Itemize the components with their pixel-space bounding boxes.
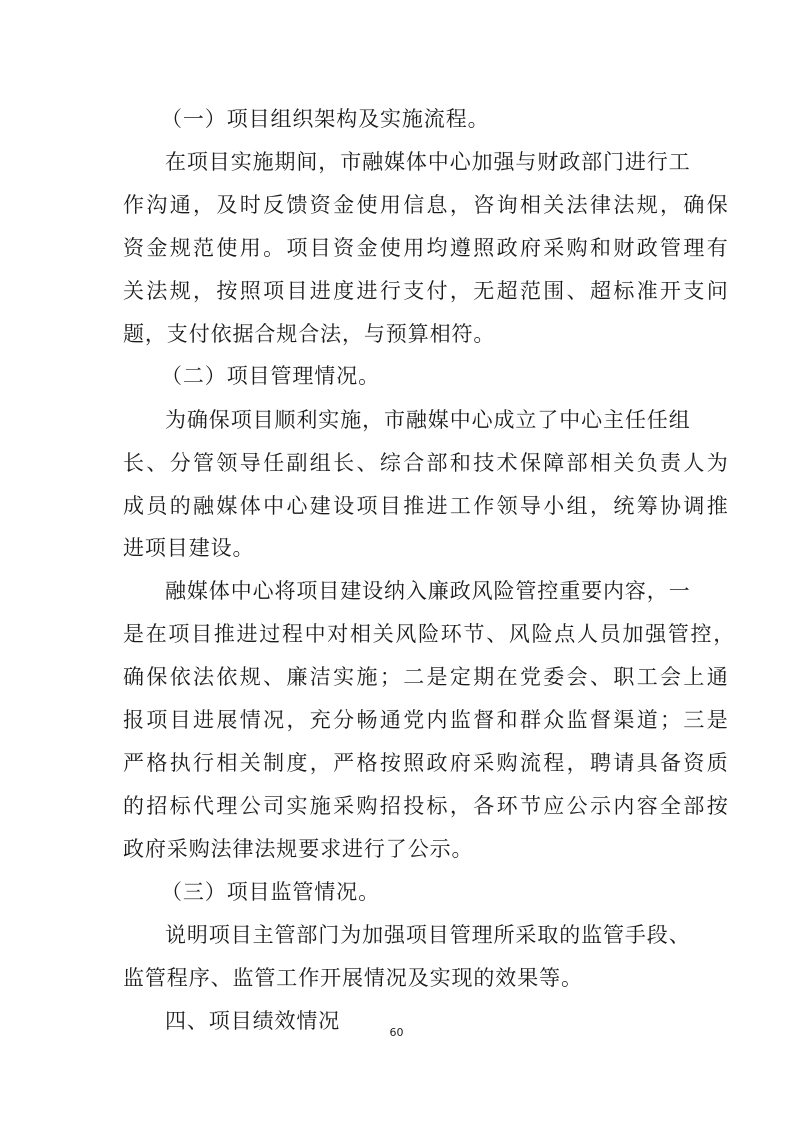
paragraph-line: 题，支付依据合规合法，与预算相符。 — [123, 322, 496, 346]
paragraph-line: 报项目进展情况，充分畅通党内监督和群众监督渠道；三是 — [123, 708, 731, 732]
paragraph-line: 是在项目推进过程中对相关风险环节、风险点人员加强管控， — [123, 622, 736, 646]
section-heading-1: （一）项目组织架构及实施流程。 — [161, 107, 490, 131]
paragraph-line: 融媒体中心将项目建设纳入廉政风险管控重要内容，一 — [165, 579, 691, 603]
paragraph-line: 监管程序、监管工作开展情况及实现的效果等。 — [123, 966, 583, 990]
paragraph-line: 的招标代理公司实施采购招投标，各环节应公示内容全部按 — [123, 794, 731, 818]
paragraph-line: 说明项目主管部门为加强项目管理所采取的监管手段、 — [165, 923, 691, 947]
paragraph-line: 长、分管领导任副组长、综合部和技术保障部相关负责人为 — [123, 451, 731, 475]
section-heading-4: 四、项目绩效情况 — [165, 1009, 341, 1033]
section-heading-3: （三）项目监管情况。 — [161, 880, 380, 904]
section-heading-2: （二）项目管理情况。 — [161, 364, 380, 388]
page-number: 60 — [389, 1026, 404, 1039]
paragraph-line: 在项目实施期间，市融媒体中心加强与财政部门进行工 — [165, 150, 691, 174]
paragraph-line: 政府采购法律法规要求进行了公示。 — [123, 837, 474, 861]
paragraph-line: 关法规，按照项目进度进行支付，无超范围、超标准开支问 — [123, 279, 731, 303]
paragraph-line: 资金规范使用。项目资金使用均遵照政府采购和财政管理有 — [123, 236, 731, 260]
paragraph-line: 确保依法依规、廉洁实施；二是定期在党委会、职工会上通 — [123, 665, 731, 689]
paragraph-line: 作沟通，及时反馈资金使用信息，咨询相关法律法规，确保 — [123, 193, 731, 217]
paragraph-line: 进项目建设。 — [123, 536, 255, 560]
paragraph-line: 严格执行相关制度，严格按照政府采购流程，聘请具备资质 — [123, 751, 731, 775]
paragraph-line: 为确保项目顺利实施，市融媒中心成立了中心主任任组 — [165, 408, 691, 432]
paragraph-line: 成员的融媒体中心建设项目推进工作领导小组，统筹协调推 — [123, 494, 731, 518]
